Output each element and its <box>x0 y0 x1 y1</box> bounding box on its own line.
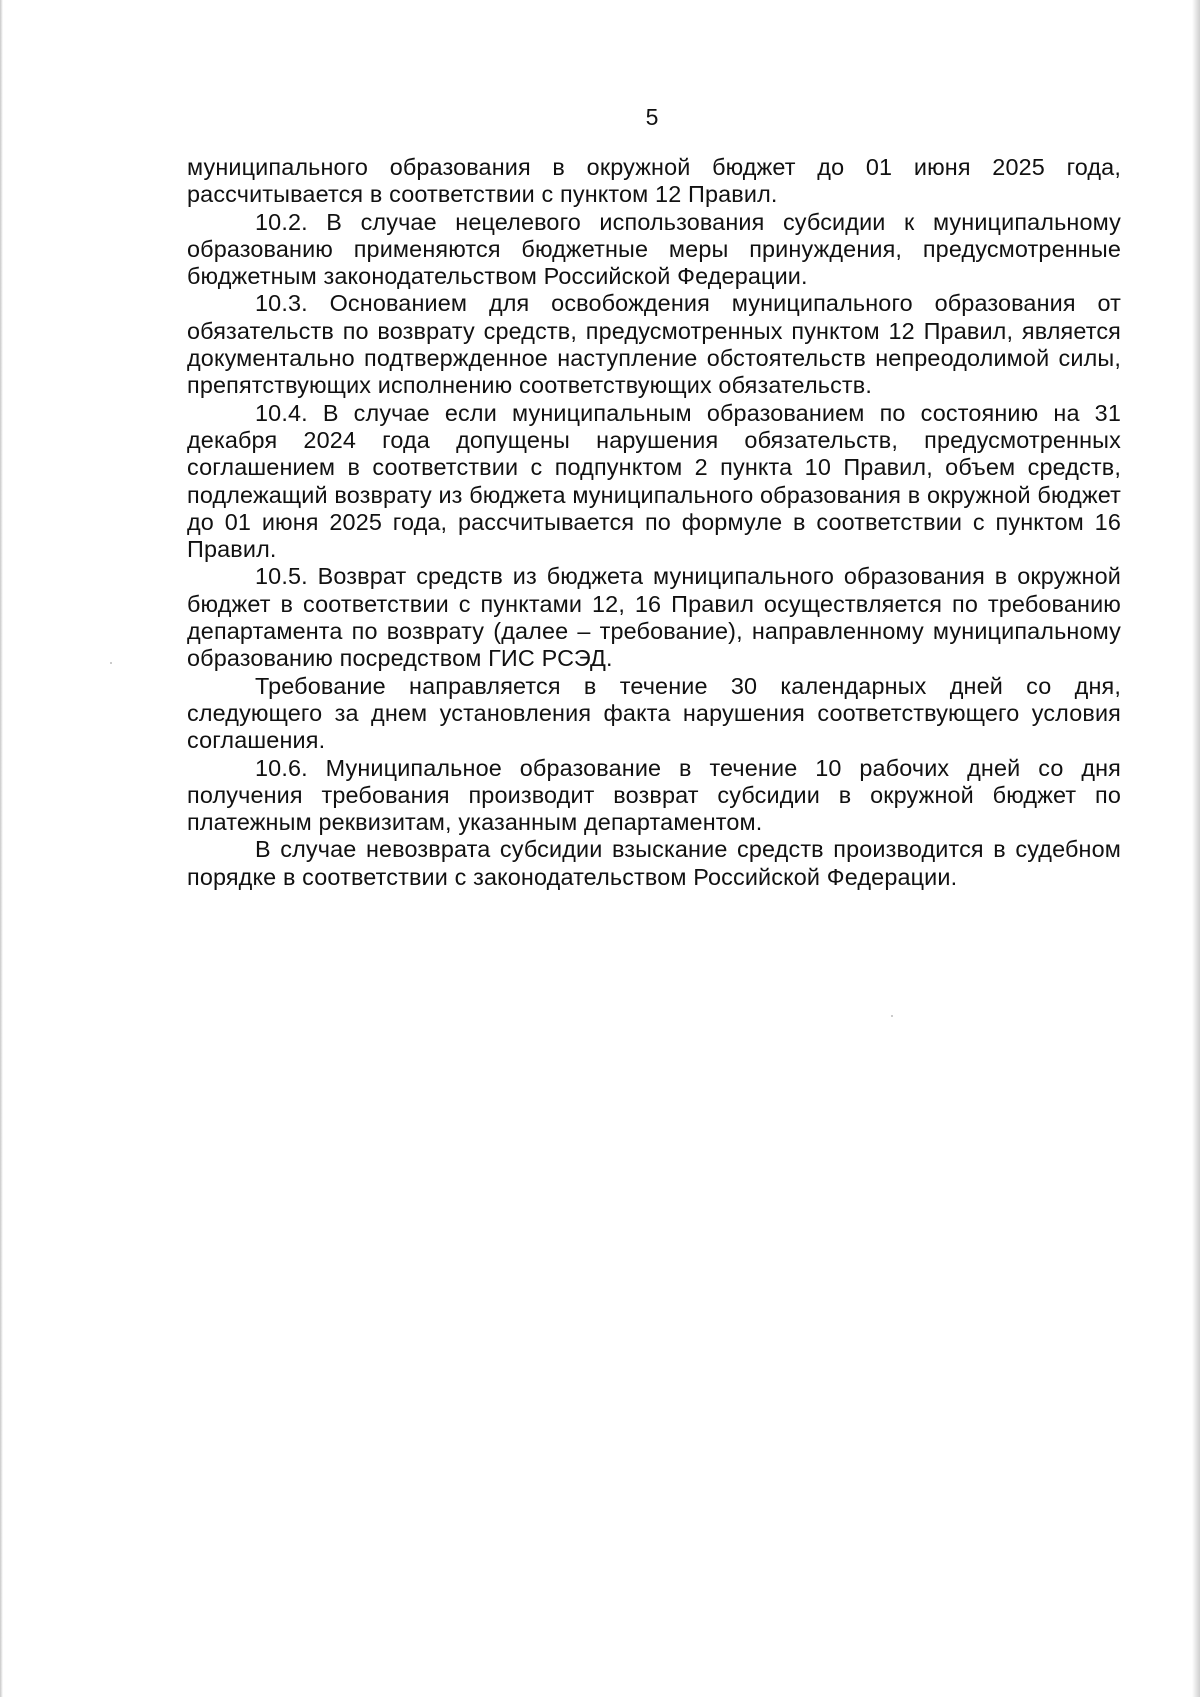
paragraph-10-4: 10.4. В случае если муниципальным образованием по состоянию на 31 декабря 2024 года допущены нарушения обязательств, предусмотренных соглашением в соответствии с подпунктом 2 пункта 10 Правил, объем средств, подлежащий возврату из бюджета муниципального образования в окружной бюджет до 01 июня 2025 года, рассчитывается по формуле в соответствии с пунктом 16 Правил. <box>187 399 1121 563</box>
scan-speck <box>110 662 112 664</box>
paragraph-10-3: 10.3. Основанием для освобождения муниципального образования от обязательств по возврату средств, предусмотренных пунктом 12 Правил, является документально подтвержденное наступление обстоятельств непреодолимой силы, препятствующих исполнению соответствующих обязательств. <box>187 290 1121 399</box>
paragraph-judicial-recovery: В случае невозврата субсидии взыскание средств производится в судебном порядке в соответствии с законодательством Российской Федерации. <box>187 836 1121 890</box>
paragraph-10-6: 10.6. Муниципальное образование в течение 10 рабочих дней со дня получения требования производит возврат субсидии в окружной бюджет по платежным реквизитам, указанным департаментом. <box>187 754 1121 836</box>
paragraph-continuation: муниципального образования в окружной бюджет до 01 июня 2025 года, рассчитывается в соответствии с пунктом 12 Правил. <box>187 154 1121 208</box>
paragraph-requirement-term: Требование направляется в течение 30 календарных дней со дня, следующего за днем установления факта нарушения соответствующего условия соглашения. <box>187 672 1121 754</box>
scan-speck <box>891 1015 893 1017</box>
page-edge-left <box>0 0 3 1697</box>
paragraph-10-5: 10.5. Возврат средств из бюджета муниципального образования в окружной бюджет в соответствии с пунктами 12, 16 Правил осуществляется по требованию департамента по возврату (далее – требование), направленному муниципальному образованию посредством ГИС РСЭД. <box>187 563 1121 672</box>
paragraph-10-2: 10.2. В случае нецелевого использования субсидии к муниципальному образованию применяются бюджетные меры принуждения, предусмотренные бюджетным законодательством Российской Федерации. <box>187 208 1121 290</box>
page-edge-right <box>1192 0 1200 1697</box>
page-number: 5 <box>645 104 659 130</box>
document-body <box>187 154 1121 891</box>
